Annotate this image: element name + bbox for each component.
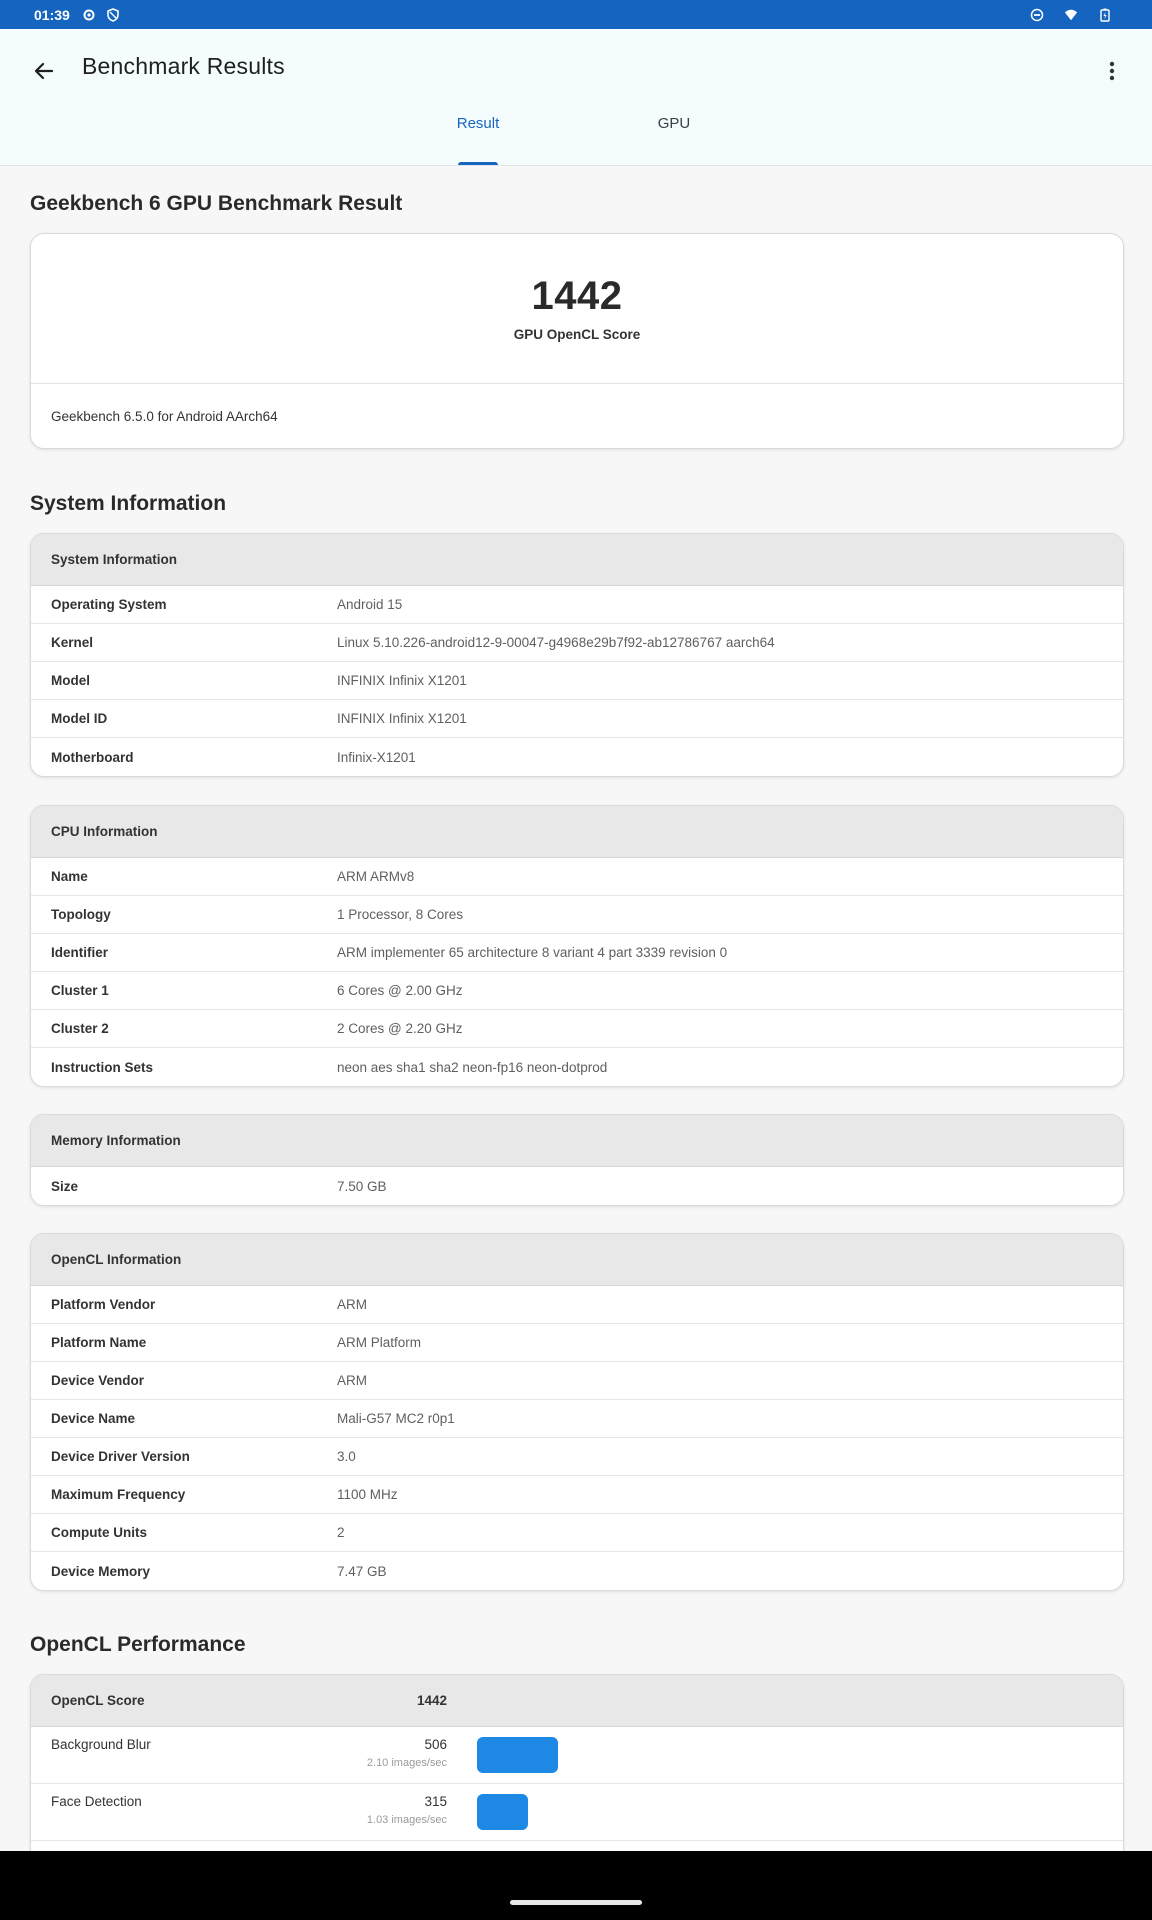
memory-info-header: Memory Information xyxy=(31,1115,1123,1167)
workload-name: Face Detection xyxy=(51,1794,142,1809)
info-key: Device Name xyxy=(51,1411,136,1426)
tab-gpu[interactable] xyxy=(614,105,734,165)
info-row-platform-vendor xyxy=(31,1286,1123,1324)
info-value: neon aes sha1 sha2 neon-fp16 neon-dotprod xyxy=(337,1059,608,1075)
arrow-back-icon xyxy=(32,59,56,83)
info-row-cluster-1 xyxy=(31,972,1123,1010)
gpu-score-label: GPU OpenCL Score xyxy=(513,327,641,342)
info-value: ARM ARMv8 xyxy=(337,869,415,884)
performance-row xyxy=(31,1784,1123,1841)
gpu-score: 1442 xyxy=(531,274,623,318)
workload-name: Background Blur xyxy=(51,1737,151,1752)
system-info-card xyxy=(30,533,1124,777)
info-key: Size xyxy=(51,1178,79,1194)
workload-score: 506 xyxy=(424,1737,447,1752)
more-options-button[interactable] xyxy=(1092,51,1132,91)
more-vert-icon xyxy=(1100,59,1124,83)
info-value: Mali-G57 MC2 r0p1 xyxy=(337,1411,455,1426)
shield-icon xyxy=(106,8,120,22)
info-key: Compute Units xyxy=(51,1525,147,1540)
info-row-identifier xyxy=(31,934,1123,972)
info-row-device-memory xyxy=(31,1552,1123,1590)
system-section-title: System Information xyxy=(30,492,227,515)
info-row-cluster-2 xyxy=(31,1010,1123,1048)
info-value: ARM Platform xyxy=(337,1335,422,1350)
wifi-icon xyxy=(1064,8,1078,22)
info-key: Device Memory xyxy=(51,1563,151,1579)
info-key: Maximum Frequency xyxy=(51,1487,186,1502)
performance-section-title: OpenCL Performance xyxy=(30,1633,246,1656)
info-row-model-id xyxy=(31,700,1123,738)
info-value: ARM implementer 65 architecture 8 variant 4 part 3339 revision 0 xyxy=(337,945,728,960)
page-title: Benchmark Results xyxy=(82,53,285,79)
info-key: Motherboard xyxy=(51,749,134,765)
info-row-kernel xyxy=(31,624,1123,662)
info-value: INFINIX Infinix X1201 xyxy=(337,673,467,688)
memory-info-rows xyxy=(31,1167,1123,1205)
info-row-device-driver-version xyxy=(31,1438,1123,1476)
performance-header xyxy=(31,1675,1123,1727)
info-key: Device Driver Version xyxy=(51,1449,190,1464)
info-value: Android 15 xyxy=(337,597,403,612)
info-value: 1100 MHz xyxy=(337,1487,398,1502)
info-row-compute-units xyxy=(31,1514,1123,1552)
navigation-bar xyxy=(0,1851,1152,1920)
opencl-score-label: OpenCL Score xyxy=(51,1693,145,1708)
info-key: Device Vendor xyxy=(51,1373,145,1388)
settings-gear-icon xyxy=(82,8,96,22)
results-scroll-area[interactable] xyxy=(0,166,1152,1851)
info-value: 7.50 GB xyxy=(337,1178,387,1194)
cpu-info-rows xyxy=(31,858,1123,1086)
info-key: Platform Vendor xyxy=(51,1297,156,1312)
tab-bar xyxy=(0,105,1152,165)
tab-gpu-label: GPU xyxy=(657,115,691,132)
info-row-model xyxy=(31,662,1123,700)
info-key: Platform Name xyxy=(51,1335,147,1350)
performance-row xyxy=(31,1841,1123,1851)
info-value: 6 Cores @ 2.00 GHz xyxy=(337,983,463,998)
cpu-info-card xyxy=(30,805,1124,1087)
score-area xyxy=(31,234,1123,384)
info-row-device-name xyxy=(31,1400,1123,1438)
status-bar xyxy=(0,0,1152,29)
info-key: Cluster 1 xyxy=(51,983,109,998)
memory-info-card xyxy=(30,1114,1124,1206)
status-time: 01:39 xyxy=(34,6,70,23)
info-key: Topology xyxy=(51,907,111,922)
result-section-title: Geekbench 6 GPU Benchmark Result xyxy=(30,192,403,215)
info-row-device-vendor xyxy=(31,1362,1123,1400)
score-card xyxy=(30,233,1124,449)
app-bar xyxy=(0,29,1152,166)
workload-score: 315 xyxy=(424,1794,447,1809)
info-key: Model ID xyxy=(51,711,108,726)
info-key: Identifier xyxy=(51,945,109,960)
home-gesture-handle[interactable] xyxy=(510,1900,642,1905)
opencl-info-rows xyxy=(31,1286,1123,1590)
performance-card xyxy=(30,1674,1124,1851)
opencl-score-value: 1442 xyxy=(416,1693,447,1708)
info-row-instruction-sets xyxy=(31,1048,1123,1086)
info-key: Instruction Sets xyxy=(51,1059,154,1075)
cpu-info-header: CPU Information xyxy=(31,806,1123,858)
system-info-header: System Information xyxy=(31,534,1123,586)
info-value: Linux 5.10.226-android12-9-00047-g4968e29b7f92-ab12786767 aarch64 xyxy=(337,635,775,650)
info-value: ARM xyxy=(337,1297,367,1312)
info-key: Kernel xyxy=(51,635,94,650)
info-value: Infinix-X1201 xyxy=(337,749,416,765)
info-row-platform-name xyxy=(31,1324,1123,1362)
info-value: 2 Cores @ 2.20 GHz xyxy=(337,1021,463,1036)
info-value: 3.0 xyxy=(337,1449,356,1464)
battery-icon xyxy=(1098,8,1112,22)
performance-rows xyxy=(31,1727,1123,1851)
info-row-motherboard xyxy=(31,738,1123,776)
back-button[interactable] xyxy=(24,51,64,91)
info-row-operating-system xyxy=(31,586,1123,624)
info-value: 1 Processor, 8 Cores xyxy=(337,907,464,922)
opencl-info-header: OpenCL Information xyxy=(31,1234,1123,1286)
performance-row xyxy=(31,1727,1123,1784)
info-key: Operating System xyxy=(51,597,167,612)
score-bar xyxy=(477,1737,558,1773)
info-key: Cluster 2 xyxy=(51,1021,109,1036)
version-label: Geekbench 6.5.0 for Android AArch64 xyxy=(51,408,278,424)
workload-rate: 2.10 images/sec xyxy=(366,1757,447,1769)
score-bar xyxy=(477,1794,528,1830)
workload-rate: 1.03 images/sec xyxy=(366,1814,447,1826)
info-key: Model xyxy=(51,673,90,688)
info-row-topology xyxy=(31,896,1123,934)
info-value: INFINIX Infinix X1201 xyxy=(337,711,467,726)
info-value: 7.47 GB xyxy=(337,1563,387,1579)
info-row-size xyxy=(31,1167,1123,1205)
info-key: Name xyxy=(51,869,88,884)
system-info-rows xyxy=(31,586,1123,776)
info-value: ARM xyxy=(337,1373,367,1388)
info-value: 2 xyxy=(337,1525,345,1540)
tab-result[interactable] xyxy=(418,105,538,165)
do-not-disturb-icon xyxy=(1030,8,1044,22)
info-row-maximum-frequency xyxy=(31,1476,1123,1514)
tab-indicator xyxy=(458,162,498,165)
info-row-name xyxy=(31,858,1123,896)
opencl-info-card xyxy=(30,1233,1124,1591)
tab-result-label: Result xyxy=(456,115,500,132)
